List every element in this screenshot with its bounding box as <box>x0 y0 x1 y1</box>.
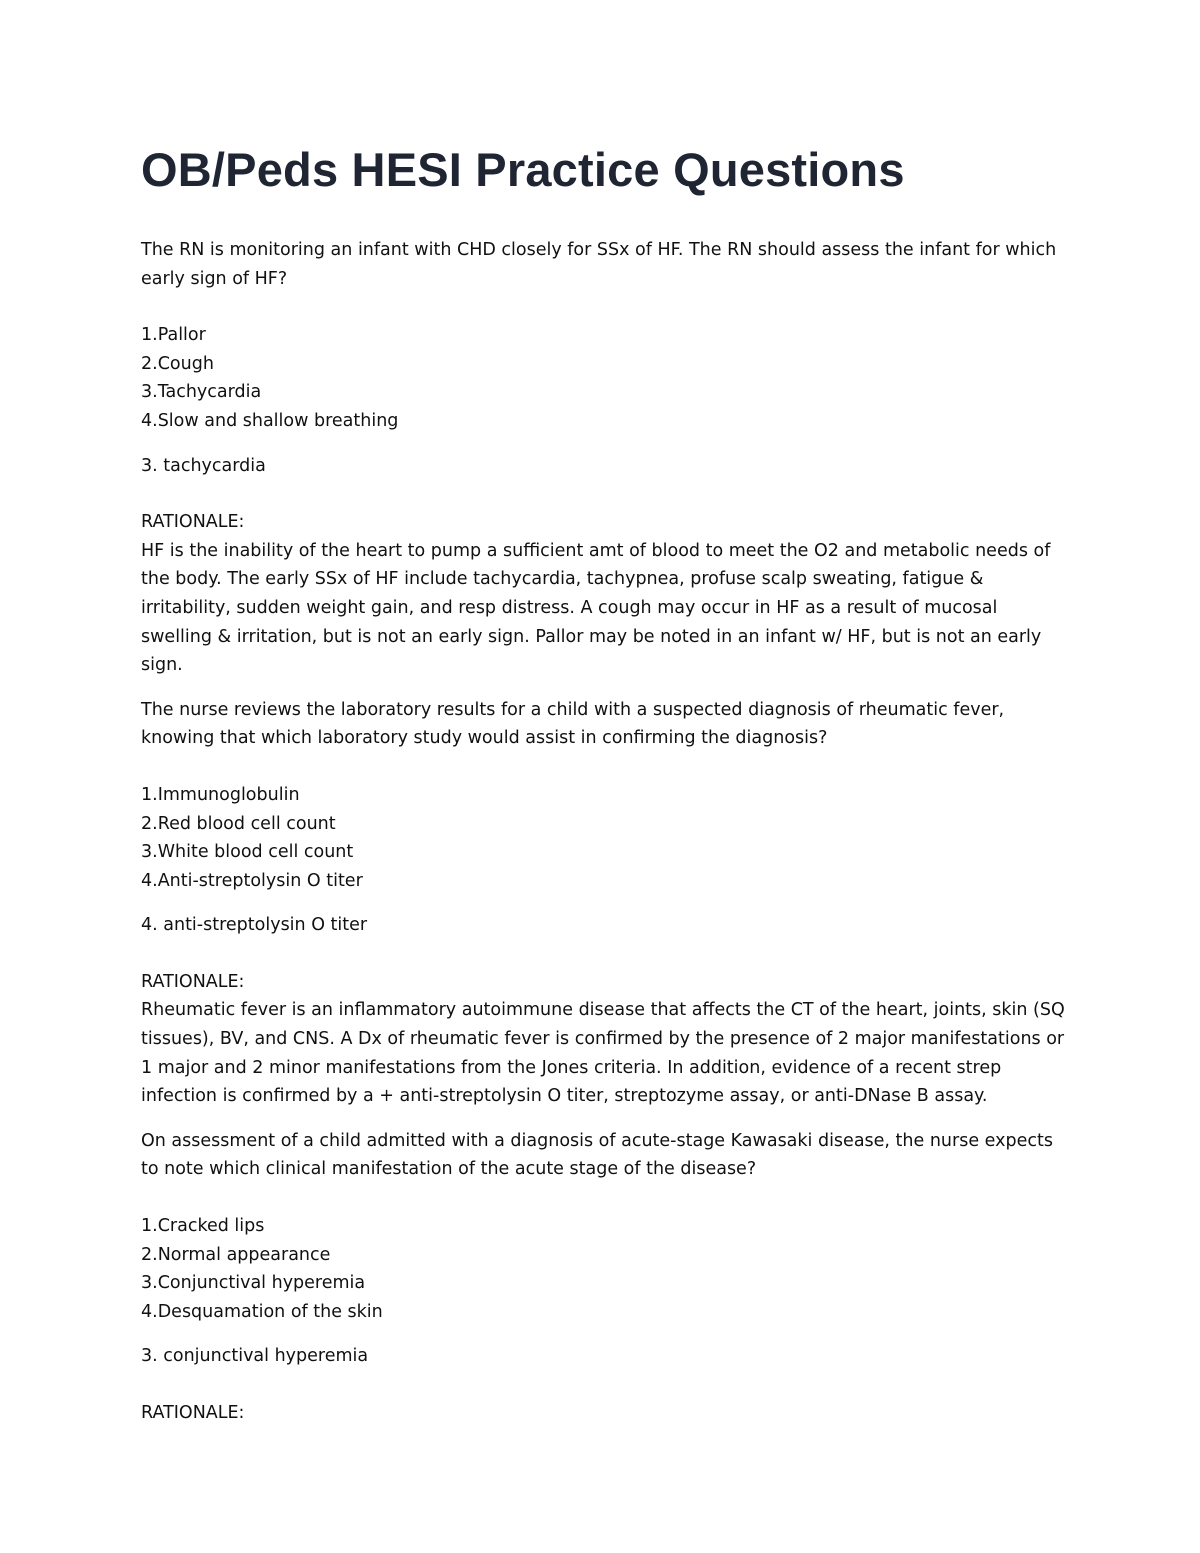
document-body <box>141 236 1071 1428</box>
rationale-text: HF is the inability of the heart to pump a sufficient amt of blood to meet the O2 and metabolic needs of the body. The early SSx of HF include tachycardia, tachypnea, profuse scalp sweating, fatigue & irritability, sudden weight gain, and resp distress. A cough may occur in HF as a result of mucosal swelling & irritation, but is not an early sign. Pallor may be noted in an infant w/ HF, but is not an early sign. <box>141 540 1051 676</box>
option-item: 4.Desquamation of the skin <box>141 1301 383 1322</box>
option-item: 4.Slow and shallow breathing <box>141 410 399 431</box>
option-item: 1.Cracked lips <box>141 1216 265 1237</box>
option-item: 2.Normal appearance <box>141 1244 331 1265</box>
question-stem: On assessment of a child admitted with a diagnosis of acute-stage Kawasaki disease, the nurse expects to note which clinical manifestation of the acute stage of the disease? <box>141 1130 1053 1180</box>
question-block <box>141 236 1071 680</box>
question-block <box>141 1127 1071 1428</box>
answer-text: 4. anti-streptolysin O titer <box>141 915 368 936</box>
option-item: 2.Cough <box>141 353 214 374</box>
document-page <box>141 140 1071 1428</box>
rationale-label: RATIONALE: <box>141 1403 245 1423</box>
rationale-label: RATIONALE: <box>141 971 245 992</box>
option-list <box>141 321 1071 435</box>
option-item: 1.Immunoglobulin <box>141 784 300 805</box>
rationale-text: Rheumatic fever is an inflammatory autoimmune disease that affects the CT of the heart, joints, skin (SQ tissues), BV, and CNS. A Dx of rheumatic fever is confirmed by the presence of 2 major manifestations or 1 major and 2 minor manifestations from the Jones criteria. In addition, evidence of a recent strep infection is confirmed by a + anti-streptolysin O titer, streptozyme assay, or anti-DNase B assay. <box>141 1000 1065 1107</box>
option-list <box>141 781 1071 895</box>
option-item: 3.Conjunctival hyperemia <box>141 1273 366 1294</box>
option-list <box>141 1212 1071 1326</box>
option-item: 2.Red blood cell count <box>141 813 336 834</box>
question-stem: The RN is monitoring an infant with CHD closely for SSx of HF. The RN should assess the infant for which early sign of HF? <box>141 240 1057 289</box>
option-item: 3.Tachycardia <box>141 382 262 403</box>
option-item: 3.White blood cell count <box>141 842 354 863</box>
answer-text: 3. conjunctival hyperemia <box>141 1346 369 1367</box>
option-item: 1.Pallor <box>141 325 206 346</box>
question-stem: The nurse reviews the laboratory results for a child with a suspected diagnosis of rheumatic fever, knowing that which laboratory study would assist in confirming the diagnosis? <box>141 699 1005 749</box>
question-block <box>141 696 1071 1111</box>
page-title: OB/Peds HESI Practice Questions <box>141 143 905 196</box>
answer-text: 3. tachycardia <box>141 455 266 476</box>
rationale-label: RATIONALE: <box>141 512 245 533</box>
option-item: 4.Anti-streptolysin O titer <box>141 870 363 891</box>
